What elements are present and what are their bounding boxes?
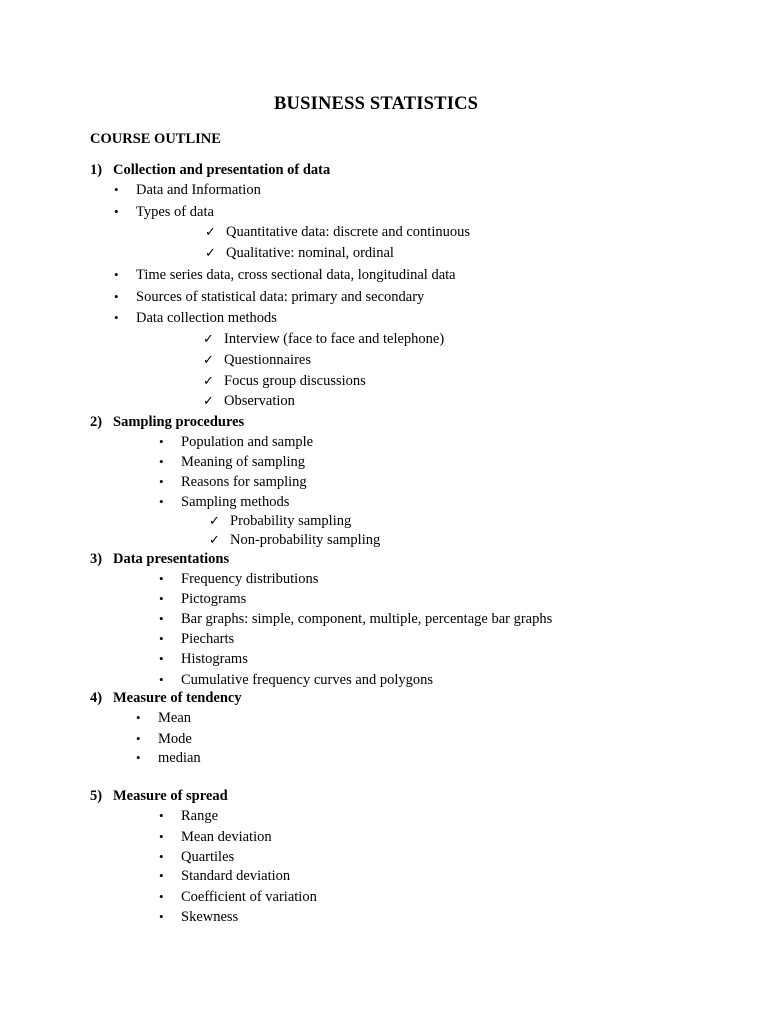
list-item: • Skewness	[181, 908, 238, 926]
list-item: • Standard deviation	[181, 867, 290, 885]
section-heading: Sampling procedures	[113, 414, 245, 430]
list-item: • Range	[181, 807, 218, 825]
section-number: 3)	[90, 551, 103, 567]
list-item: • Time series data, cross sectional data, longitudinal data	[136, 266, 456, 284]
list-item: • Mean deviation	[181, 828, 272, 846]
section-heading: Measure of spread	[113, 788, 228, 804]
list-item: • Bar graphs: simple, component, multiple, percentage bar graphs	[181, 610, 552, 628]
checklist-item: ✓ Probability sampling	[230, 512, 351, 530]
checklist-item: ✓ Interview (face to face and telephone)	[224, 330, 444, 348]
list-item: • Reasons for sampling	[181, 473, 307, 491]
list-item: • Population and sample	[181, 433, 313, 451]
list-item: • Frequency distributions	[181, 570, 318, 588]
section-heading: Data presentations	[113, 551, 230, 567]
list-item: • Mode	[158, 730, 192, 748]
list-item: • Mean	[158, 709, 191, 727]
document-title: BUSINESS STATISTICS	[274, 94, 479, 114]
list-item: • Quartiles	[181, 848, 234, 866]
list-item: • Coefficient of variation	[181, 888, 317, 906]
list-item: • Histograms	[181, 650, 248, 668]
list-item: • median	[158, 749, 201, 767]
section-number: 4)	[90, 690, 103, 706]
list-item: • Piecharts	[181, 630, 234, 648]
section-number: 2)	[90, 414, 103, 430]
checklist-item: ✓ Qualitative: nominal, ordinal	[226, 244, 394, 262]
checklist-item: ✓ Observation	[224, 392, 295, 410]
section-number: 5)	[90, 788, 103, 804]
list-item: • Pictograms	[181, 590, 246, 608]
checklist-item: ✓ Focus group discussions	[224, 372, 366, 390]
list-item: • Data and Information	[136, 181, 261, 199]
list-item: • Types of data	[136, 203, 214, 221]
section-heading: Measure of tendency	[113, 690, 242, 706]
list-item: • Sources of statistical data: primary and secondary	[136, 288, 424, 306]
checklist-item: ✓ Questionnaires	[224, 351, 311, 369]
list-item: • Meaning of sampling	[181, 453, 305, 471]
course-outline-heading: COURSE OUTLINE	[90, 131, 221, 147]
checklist-item: ✓ Quantitative data: discrete and continuous	[226, 223, 470, 241]
list-item: • Sampling methods	[181, 493, 289, 511]
list-item: • Data collection methods	[136, 309, 277, 327]
section-heading: Collection and presentation of data	[113, 162, 331, 178]
checklist-item: ✓ Non-probability sampling	[230, 531, 380, 549]
section-number: 1)	[90, 162, 103, 178]
list-item: • Cumulative frequency curves and polygons	[181, 671, 433, 689]
